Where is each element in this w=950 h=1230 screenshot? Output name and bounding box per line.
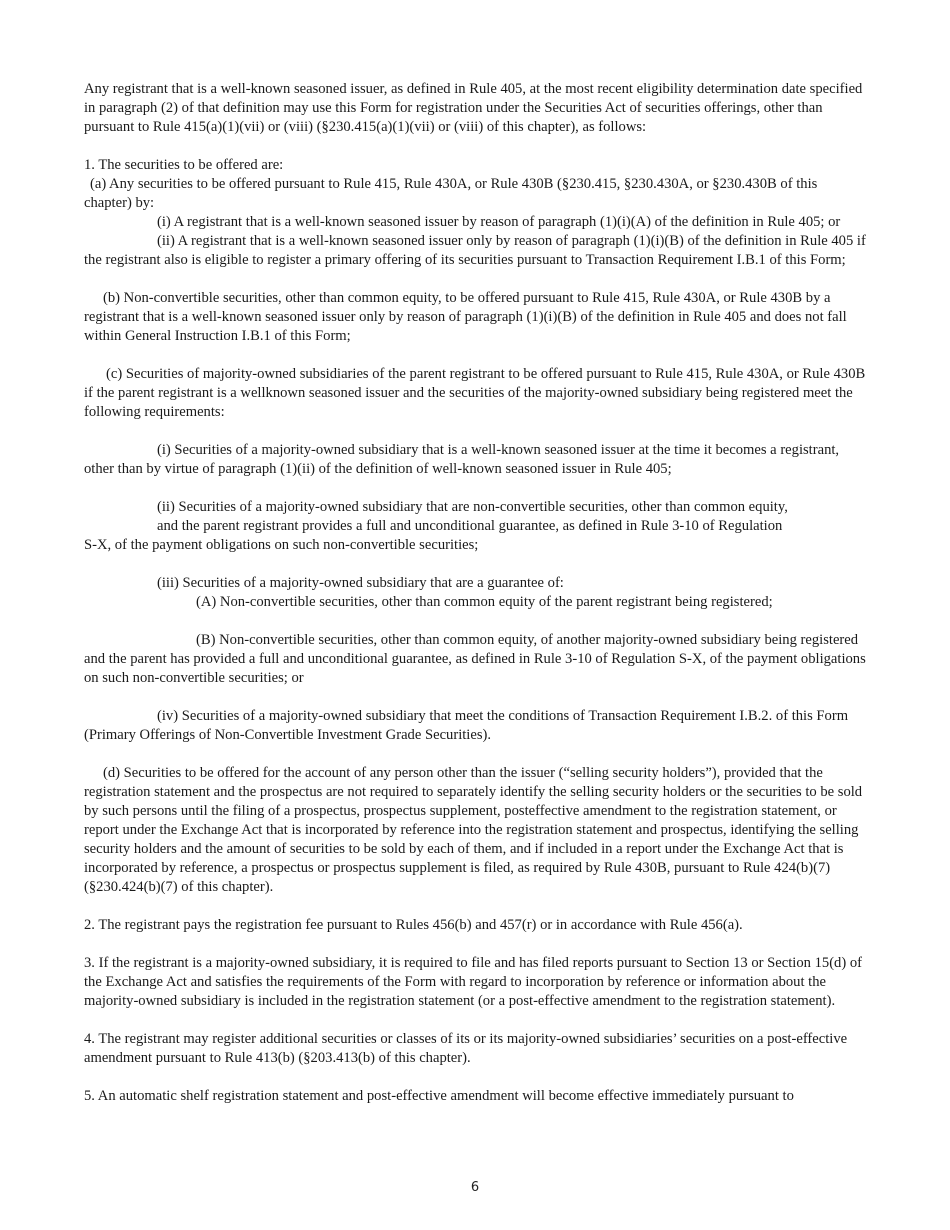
item-1c-iv-paragraph: (iv) Securities of a majority-owned subsidiary that meet the conditions of Transaction Requirement I.B.2. of this Form (Primary Offerings of Non-Convertible Investment Grade Securities). (84, 708, 849, 743)
item-5-paragraph: 5. An automatic shelf registration statement and post-effective amendment will become effective immediately pursuant to (84, 1088, 794, 1104)
document-body (84, 80, 868, 1106)
item-2-paragraph: 2. The registrant pays the registration fee pursuant to Rules 456(b) and 457(r) or in accordance with Rule 456(a). (84, 917, 743, 933)
intro-paragraph: Any registrant that is a well-known seasoned issuer, as defined in Rule 405, at the most recent eligibility determination date specified in paragraph (2) of that definition may use this Form for registration under the Securities Act of securities offerings, other than pursuant to Rule 415(a)(1)(vii) or (viii) (§230.415(a)(1)(vii) or (viii) of this chapter), as follows: (84, 81, 863, 135)
item-1c-ii-line-3: S-X, of the payment obligations on such non-convertible securities; (84, 537, 479, 553)
item-1c-i-paragraph: (i) Securities of a majority-owned subsidiary that is a well-known seasoned issuer at the time it becomes a registrant, other than by virtue of paragraph (1)(ii) of the definition of well-known seasoned issuer in Rule 405; (84, 442, 840, 477)
item-1c-paragraph: (c) Securities of majority-owned subsidiaries of the parent registrant to be offered pursuant to Rule 415, Rule 430A, or Rule 430B if the parent registrant is a wellknown seasoned issuer and the securities of the majority-owned subsidiary being registered meet the following requirements: (84, 366, 866, 420)
item-1a-i-paragraph: (i) A registrant that is a well-known seasoned issuer by reason of paragraph (1)(i)(A) of the definition in Rule 405; or (157, 214, 841, 230)
item-1c-iii-b-paragraph: (B) Non-convertible securities, other than common equity, of another majority-owned subsidiary being registered and the parent has provided a full and unconditional guarantee, as defined in Rule 3-10 of Regulation S-X, of the payment obligations on such non-convertible securities; or (84, 632, 866, 686)
item-1b-paragraph: (b) Non-convertible securities, other than common equity, to be offered pursuant to Rule 415, Rule 430A, or Rule 430B by a registrant that is a well-known seasoned issuer only by reason of paragraph (1)(i)(B) of the definition in Rule 405 and does not fall within General Instruction I.B.1 of this Form; (84, 290, 847, 344)
item-1c-ii-line-2: and the parent registrant provides a full and unconditional guarantee, as defined in Rule 3-10 of Regulation (157, 518, 783, 534)
item-1c-ii-line-1: (ii) Securities of a majority-owned subsidiary that are non-convertible securities, other than common equity, (157, 499, 788, 515)
page-number: 6 (470, 1180, 480, 1195)
item-3-paragraph: 3. If the registrant is a majority-owned subsidiary, it is required to file and has filed reports pursuant to Section 13 or Section 15(d) of the Exchange Act and satisfies the requirements of the Form with regard to incorporation by reference or information about the majority-owned subsidiary is included in the registration statement (or a post-effective amendment to the registration statement). (84, 955, 863, 1009)
item-1c-iii-a-paragraph: (A) Non-convertible securities, other than common equity of the parent registrant being registered; (196, 594, 773, 610)
item-1a-paragraph: (a) Any securities to be offered pursuant to Rule 415, Rule 430A, or Rule 430B (§230.415, §230.430A, or §230.430B of this chapter) by: (84, 176, 818, 211)
item-1-heading: 1. The securities to be offered are: (84, 157, 284, 173)
item-1c-iii-paragraph: (iii) Securities of a majority-owned subsidiary that are a guarantee of: (157, 575, 564, 591)
item-4-paragraph: 4. The registrant may register additional securities or classes of its or its majority-owned subsidiaries’ securities on a post-effective amendment pursuant to Rule 413(b) (§203.413(b) of this chapter). (84, 1031, 848, 1066)
item-1d-paragraph: (d) Securities to be offered for the account of any person other than the issuer (“selling security holders”), provided that the registration statement and the prospectus are not required to separately identify the selling security holders or the securities to be sold by such persons until the filing of a prospectus, prospectus supplement, posteffective amendment to the registration statement, or report under the Exchange Act that is incorporated by reference into the registration statement and prospectus, identifying the selling security holders and the amount of securities to be sold by each of them, and if included in a report under the Exchange Act that is incorporated by reference, a prospectus or prospectus supplement is filed, as required by Rule 430B, pursuant to Rule 424(b)(7) (§230.424(b)(7) of this chapter). (84, 765, 863, 895)
item-1a-ii-paragraph: (ii) A registrant that is a well-known seasoned issuer only by reason of paragraph (1)(i)(B) of the definition in Rule 405 if the registrant also is eligible to register a primary offering of its securities pursuant to Transaction Requirement I.B.1 of this Form; (84, 233, 866, 268)
